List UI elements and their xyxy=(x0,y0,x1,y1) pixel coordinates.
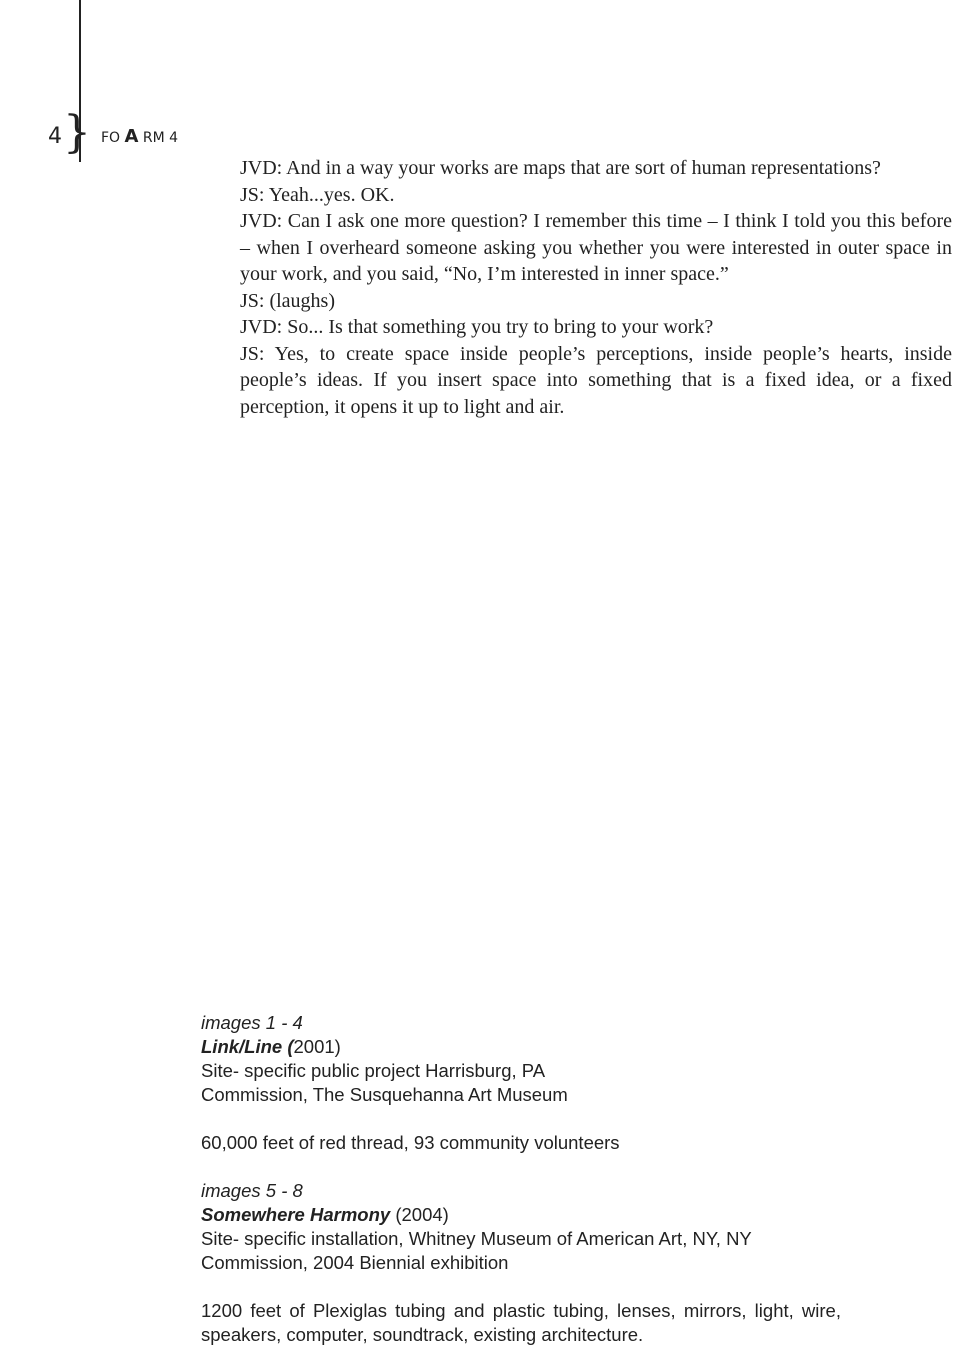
journal-name-post: RM 4 xyxy=(142,129,179,146)
caption-year: 2001) xyxy=(293,1036,341,1057)
caption-title: Link/Line ( xyxy=(201,1036,294,1057)
interview-paragraph: JS: Yeah...yes. OK. xyxy=(240,183,395,206)
journal-name xyxy=(101,126,178,147)
interview-paragraph: JS: Yes, to create space inside people’s perceptions, inside people’s hearts, inside people’s ideas. If you insert space into something that is a fixed idea, or a fixed perception, it opens it up to light and air. xyxy=(240,342,952,418)
page-number: 4 xyxy=(48,123,62,149)
caption-location: Site- specific installation, Whitney Museum of American Art, NY, NY xyxy=(201,1228,752,1249)
caption-spacer xyxy=(201,1107,841,1131)
caption-images-label: images 5 - 8 xyxy=(201,1180,303,1201)
caption-title-line xyxy=(201,1203,841,1227)
interview-paragraph: JVD: Can I ask one more question? I remember this time – I think I told you this before – when I overheard someone asking you whether you were interested in outer space in your work, and you said, “No, I’m interested in inner space.” xyxy=(240,210,952,285)
caption-link-line xyxy=(201,1011,841,1155)
caption-images-label: images 1 - 4 xyxy=(201,1012,303,1033)
journal-name-pre: FO xyxy=(101,129,121,146)
caption-title-line xyxy=(201,1035,841,1059)
journal-name-mid: A xyxy=(124,125,139,147)
interview-paragraph: JVD: And in a way your works are maps that are sort of human representations? xyxy=(240,157,881,179)
caption-location: Site- specific public project Harrisburg, PA xyxy=(201,1060,546,1081)
caption-commission: Commission, 2004 Biennial exhibition xyxy=(201,1252,509,1273)
caption-materials: 1200 feet of Plexiglas tubing and plastic tubing, lenses, mirrors, light, wire, speakers, computer, soundtrack, existing architecture. xyxy=(201,1300,841,1345)
interview-paragraph: JS: (laughs) xyxy=(240,289,335,312)
brace-ornament: } xyxy=(63,107,91,158)
caption-materials: 60,000 feet of red thread, 93 community volunteers xyxy=(201,1132,620,1153)
caption-somewhere-harmony xyxy=(201,1179,841,1347)
interview-text xyxy=(240,155,952,420)
page-header xyxy=(48,107,179,158)
caption-spacer xyxy=(201,1275,841,1299)
image-captions xyxy=(201,1011,841,1347)
caption-title: Somewhere Harmony xyxy=(201,1204,391,1225)
interview-paragraph: JVD: So... Is that something you try to bring to your work? xyxy=(240,316,714,338)
caption-commission: Commission, The Susquehanna Art Museum xyxy=(201,1084,568,1105)
caption-year: (2004) xyxy=(390,1204,449,1225)
